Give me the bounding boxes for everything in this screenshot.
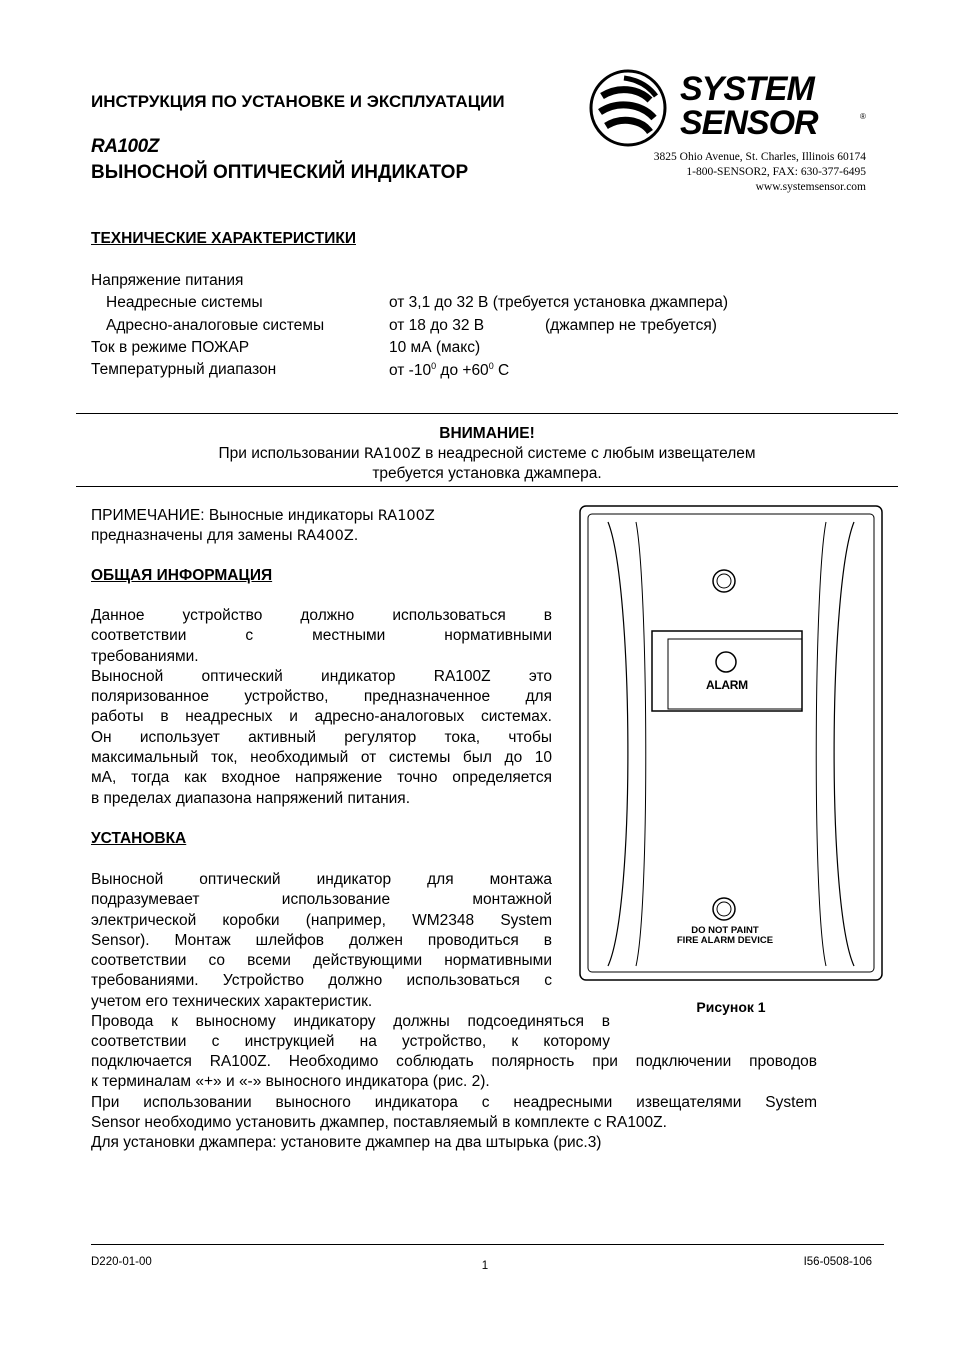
install-line: Выносной оптический индикатор для монтажа xyxy=(91,871,552,888)
install-line: учетом его технических характеристик. xyxy=(91,992,373,1010)
install-line: электрической коробки (например, WM2348 System xyxy=(91,911,552,929)
warning-line-1: При использовании RA100Z в неадресной системе с любым извещателем xyxy=(218,445,756,462)
page-number: 1 xyxy=(481,1260,489,1272)
install-line: Sensor). Монтаж шлейфов должен проводиться в xyxy=(91,931,552,949)
warning-top-rule xyxy=(76,413,898,414)
warning-title: ВНИМАНИЕ! xyxy=(439,425,535,442)
logo-line-sensor: SENSOR xyxy=(680,104,818,142)
install-heading: УСТАНОВКА xyxy=(91,830,187,847)
figure-caption: Рисунок 1 xyxy=(696,999,766,1015)
model-title: RA100Z xyxy=(91,136,159,157)
general-line: соответствии с местными нормативными xyxy=(91,627,552,645)
general-heading: ОБЩАЯ ИНФОРМАЦИЯ xyxy=(91,567,273,584)
specs-value-temp: от $-10^0$ до $+60^0$ С xyxy=(389,361,510,380)
install-line: Провода к выносному индикатору должны подсоединяться в xyxy=(91,1013,610,1030)
general-line: поляризованное устройство, предназначенное для xyxy=(91,688,552,706)
specs-label-temp: Температурный диапазон xyxy=(91,361,277,378)
indicator-drawing xyxy=(578,504,884,982)
footer-left-code: D220-01-00 xyxy=(91,1256,152,1268)
install-line: к терминалам «+» и «-» выносного индикатора (рис. 2). xyxy=(91,1073,490,1091)
specs-value-nonaddr: от 3,1 до 32 В (требуется установка джампера) xyxy=(389,294,729,311)
install-line: Для установки джампера: установите джампер на два штырька (рис.3) xyxy=(91,1134,602,1152)
warning-bottom-rule xyxy=(76,486,898,487)
general-body xyxy=(91,606,552,809)
alarm-label: ALARM xyxy=(706,678,748,692)
note-line-2: предназначены для замены RA400Z. xyxy=(91,527,359,544)
general-line: требованиями. xyxy=(91,647,199,665)
general-line: Выносной оптический индикатор RA100Z это xyxy=(91,667,552,685)
specs-value-current: 10 мА (макс) xyxy=(389,339,481,356)
specs-supply-label: Напряжение питания xyxy=(91,272,244,289)
footer-right-code: I56-0508-106 xyxy=(803,1256,872,1268)
product-title: ВЫНОСНОЙ ОПТИЧЕСКИЙ ИНДИКАТОР xyxy=(91,162,469,183)
specs-note-addr: (джампер не требуется) xyxy=(545,317,717,334)
general-line: мА, тогда как входное напряжение точно определяется xyxy=(91,769,552,787)
system-sensor-logo xyxy=(588,66,878,156)
install-body-mid xyxy=(91,1012,610,1053)
do-not-paint-label: DO NOT PAINT FIRE ALARM DEVICE xyxy=(676,925,774,946)
specs-heading: ТЕХНИЧЕСКИЕ ХАРАКТЕРИСТИКИ xyxy=(91,230,356,247)
company-website[interactable]: www.systemsensor.com xyxy=(755,181,866,193)
logo-swirl-icon xyxy=(588,66,684,150)
company-contacts xyxy=(654,150,866,195)
registered-mark: ® xyxy=(860,112,866,121)
general-line: максимальный ток, необходимый от системы был до 10 xyxy=(91,749,552,767)
figure-1 xyxy=(578,504,884,982)
specs-label-current: Ток в режиме ПОЖАР xyxy=(91,339,250,356)
install-line: соответствии с инструкцией на устройство, к которому xyxy=(91,1033,610,1051)
footer-rule xyxy=(91,1244,884,1245)
doc-type: ИНСТРУКЦИЯ ПО УСТАНОВКЕ И ЭКСПЛУАТАЦИИ xyxy=(91,92,505,111)
specs-label-addr: Адресно-аналоговые системы xyxy=(106,317,325,334)
specs-value-addr: от 18 до 32 В xyxy=(389,317,485,334)
install-line: Sensor необходимо установить джампер, поставляемый в комплекте с RA100Z. xyxy=(91,1113,667,1131)
install-line: требованиями. Устройство должно использоваться с xyxy=(91,972,552,990)
general-line: Данное устройство должно использоваться в xyxy=(91,607,552,624)
general-line: в пределах диапазона напряжений питания. xyxy=(91,789,411,807)
install-body-wide xyxy=(91,1052,817,1153)
warning-line-2: требуется установка джампера. xyxy=(372,465,602,482)
install-line: подразумевает использование монтажной xyxy=(91,891,552,909)
install-body-narrow xyxy=(91,870,552,1012)
general-line: работы в неадресных и адресно-аналоговых системах. xyxy=(91,708,552,726)
install-line: подключается RA100Z. Необходимо соблюдать полярность при подключении проводов xyxy=(91,1053,817,1070)
install-line: При использовании выносного индикатора с неадресными извещателями System xyxy=(91,1093,817,1111)
general-line: Он использует активный регулятор тока, чтобы xyxy=(91,728,552,746)
install-line: соответствии со всеми действующими нормативными xyxy=(91,952,552,970)
company-address: 3825 Ohio Avenue, St. Charles, Illinois 60174 xyxy=(653,151,866,163)
note-line-1: ПРИМЕЧАНИЕ: Выносные индикаторы RA100Z xyxy=(91,507,435,524)
logo-line-system: SYSTEM xyxy=(680,70,814,108)
company-phone: 1-800-SENSOR2, FAX: 630-377-6495 xyxy=(686,166,866,178)
specs-label-nonaddr: Неадресные системы xyxy=(106,294,263,311)
